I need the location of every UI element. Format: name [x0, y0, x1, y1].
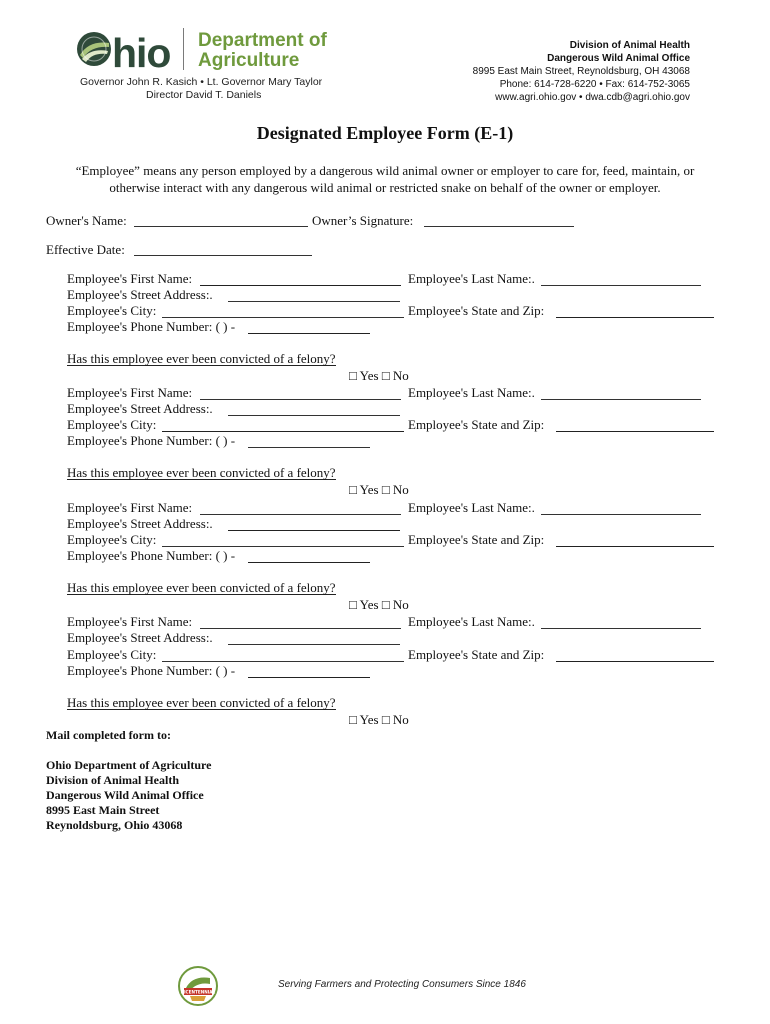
state-zip-field[interactable] — [556, 661, 714, 662]
phone-label: Employee's Phone Number: ( ) - — [67, 319, 236, 334]
state-zip-field[interactable] — [556, 431, 714, 432]
office-phone-fax: Phone: 614-728-6220 • Fax: 614-752-3065 — [499, 79, 690, 90]
department-name-line1: Department of — [198, 30, 327, 51]
last-name-label: Employee's Last Name:. — [408, 500, 535, 515]
no-label: No — [392, 712, 409, 727]
phone-label: Employee's Phone Number: ( ) - — [67, 663, 236, 678]
last-name-label: Employee's Last Name:. — [408, 271, 535, 286]
mail-address-line: Dangerous Wild Animal Office — [46, 788, 204, 802]
definition-line-1: “Employee” means any person employed by a dangerous wild animal owner or employer to care for, feed, maintain, or — [75, 163, 695, 178]
felony-options — [349, 482, 409, 498]
no-label: No — [392, 597, 409, 612]
effective-date-label: Effective Date: — [46, 242, 125, 257]
no-label: No — [392, 482, 409, 497]
no-checkbox[interactable]: □ — [381, 482, 390, 497]
last-name-field[interactable] — [541, 399, 701, 400]
yes-label: Yes — [359, 597, 379, 612]
office-web-email: www.agri.ohio.gov • dwa.cdb@agri.ohio.gov — [495, 92, 690, 103]
phone-field[interactable] — [248, 333, 370, 334]
felony-options — [349, 368, 409, 384]
first-name-label: Employee's First Name: — [67, 500, 193, 515]
department-name-line2: Agriculture — [198, 50, 300, 71]
first-name-field[interactable] — [200, 514, 401, 515]
logo-divider — [183, 28, 184, 70]
phone-field[interactable] — [248, 447, 370, 448]
director-line: Director David T. Daniels — [146, 89, 262, 101]
state-zip-label: Employee's State and Zip: — [408, 417, 545, 432]
no-checkbox[interactable]: □ — [381, 368, 390, 383]
state-zip-label: Employee's State and Zip: — [408, 532, 545, 547]
owners-signature-field[interactable] — [424, 226, 574, 227]
effective-date-field[interactable] — [134, 255, 312, 256]
street-address-field[interactable] — [228, 644, 400, 645]
street-address-label: Employee's Street Address:. — [67, 516, 213, 531]
yes-checkbox[interactable]: □ — [349, 482, 357, 497]
phone-label: Employee's Phone Number: ( ) - — [67, 433, 236, 448]
felony-question: Has this employee ever been convicted of a felony? — [67, 351, 336, 366]
division-name: Division of Animal Health — [569, 40, 690, 51]
state-zip-field[interactable] — [556, 546, 714, 547]
first-name-field[interactable] — [200, 285, 401, 286]
state-zip-label: Employee's State and Zip: — [408, 303, 545, 318]
governor-line: Governor John R. Kasich • Lt. Governor Mary Taylor — [80, 76, 323, 88]
first-name-label: Employee's First Name: — [67, 614, 193, 629]
first-name-field[interactable] — [200, 628, 401, 629]
city-field[interactable] — [162, 661, 404, 662]
city-label: Employee's City: — [67, 417, 157, 432]
felony-question: Has this employee ever been convicted of a felony? — [67, 465, 336, 480]
yes-label: Yes — [359, 482, 379, 497]
owners-name-label: Owner's Name: — [46, 213, 127, 228]
street-address-field[interactable] — [228, 301, 400, 302]
yes-label: Yes — [359, 712, 379, 727]
street-address-label: Employee's Street Address:. — [67, 630, 213, 645]
no-label: No — [392, 368, 409, 383]
felony-question: Has this employee ever been convicted of a felony? — [67, 695, 336, 710]
last-name-field[interactable] — [541, 628, 701, 629]
mail-heading: Mail completed form to: — [46, 728, 171, 742]
street-address-label: Employee's Street Address:. — [67, 287, 213, 302]
phone-label: Employee's Phone Number: ( ) - — [67, 548, 236, 563]
city-label: Employee's City: — [67, 647, 157, 662]
yes-checkbox[interactable]: □ — [349, 368, 357, 383]
felony-options — [349, 712, 409, 728]
city-label: Employee's City: — [67, 303, 157, 318]
last-name-field[interactable] — [541, 514, 701, 515]
state-zip-label: Employee's State and Zip: — [408, 647, 545, 662]
bicentennial-seal-icon — [178, 966, 218, 1006]
yes-checkbox[interactable]: □ — [349, 712, 357, 727]
mail-address-line: Division of Animal Health — [46, 773, 180, 787]
last-name-label: Employee's Last Name:. — [408, 385, 535, 400]
street-address-field[interactable] — [228, 530, 400, 531]
phone-field[interactable] — [248, 562, 370, 563]
owners-name-field[interactable] — [134, 226, 308, 227]
first-name-field[interactable] — [200, 399, 401, 400]
street-address-field[interactable] — [228, 415, 400, 416]
city-field[interactable] — [162, 431, 404, 432]
first-name-label: Employee's First Name: — [67, 271, 193, 286]
owners-signature-label: Owner’s Signature: — [312, 213, 414, 228]
footer-tagline: Serving Farmers and Protecting Consumers Since 1846 — [278, 979, 526, 990]
last-name-label: Employee's Last Name:. — [408, 614, 535, 629]
state-zip-field[interactable] — [556, 317, 714, 318]
seal-text: BICENTENNIAL — [180, 989, 216, 995]
yes-checkbox[interactable]: □ — [349, 597, 357, 612]
last-name-field[interactable] — [541, 285, 701, 286]
definition-line-2: otherwise interact with any dangerous wild animal or restricted snake on behalf of the owner or employer. — [109, 180, 661, 195]
first-name-label: Employee's First Name: — [67, 385, 193, 400]
office-name: Dangerous Wild Animal Office — [547, 53, 690, 64]
no-checkbox[interactable]: □ — [381, 712, 390, 727]
city-field[interactable] — [162, 317, 404, 318]
mail-address-line: Reynoldsburg, Ohio 43068 — [46, 818, 183, 832]
city-field[interactable] — [162, 546, 404, 547]
ohio-logo-wordmark: hio — [112, 30, 171, 76]
city-label: Employee's City: — [67, 532, 157, 547]
felony-question: Has this employee ever been convicted of a felony? — [67, 580, 336, 595]
form-title: Designated Employee Form (E-1) — [256, 123, 514, 143]
yes-label: Yes — [359, 368, 379, 383]
office-address: 8995 East Main Street, Reynoldsburg, OH 43068 — [472, 66, 690, 77]
mail-address-line: Ohio Department of Agriculture — [46, 758, 212, 772]
ohio-logo-icon — [76, 31, 112, 67]
mail-address-line: 8995 East Main Street — [46, 803, 160, 817]
felony-options — [349, 597, 409, 613]
street-address-label: Employee's Street Address:. — [67, 401, 213, 416]
phone-field[interactable] — [248, 677, 370, 678]
no-checkbox[interactable]: □ — [381, 597, 390, 612]
